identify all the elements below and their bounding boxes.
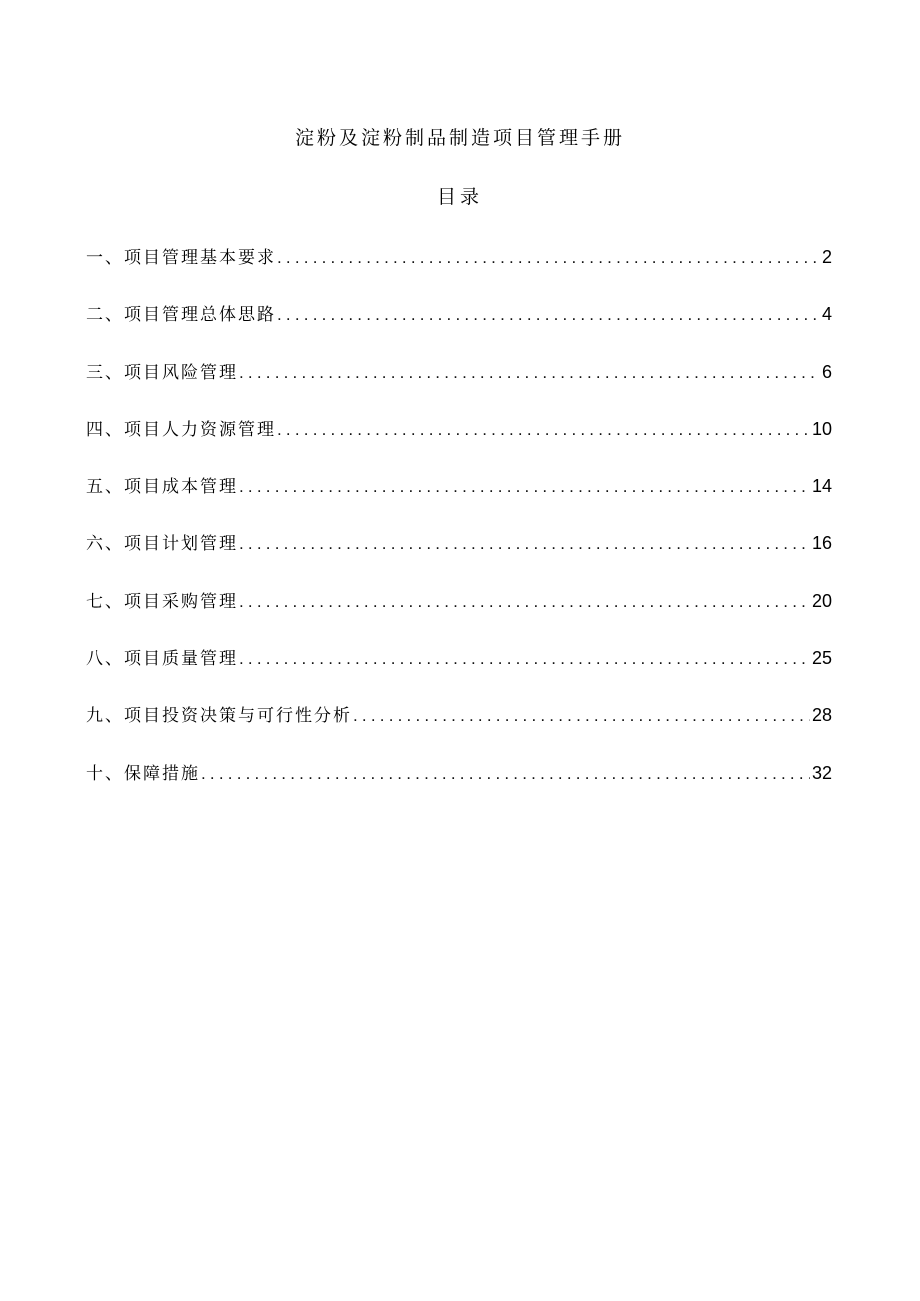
toc-entry-label: 一、项目管理基本要求 — [86, 248, 276, 268]
toc-dot-leader — [277, 244, 820, 272]
toc-dot-leader — [277, 301, 820, 329]
toc-dot-leader — [239, 473, 810, 501]
toc-entry-page: 32 — [811, 762, 832, 783]
toc-entry-page: 14 — [811, 476, 832, 497]
toc-entry-label: 六、项目计划管理 — [86, 534, 238, 555]
document-title: 淀粉及淀粉制品制造项目管理手册 — [294, 127, 625, 149]
toc-dot-leader — [353, 702, 810, 730]
toc-entry[interactable] — [86, 415, 832, 472]
toc-dot-leader — [239, 645, 810, 673]
toc-entry-label: 九、项目投资决策与可行性分析 — [86, 706, 352, 727]
toc-entry[interactable] — [86, 300, 832, 357]
toc-entry-label: 四、项目人力资源管理 — [86, 419, 276, 440]
toc-entry[interactable] — [86, 472, 832, 529]
toc-dot-leader — [239, 359, 820, 387]
toc-entry-label: 二、项目管理总体思路 — [86, 305, 276, 326]
toc-entry-label: 五、项目成本管理 — [86, 477, 238, 498]
toc-entry[interactable] — [86, 644, 832, 701]
toc-entry-page: 16 — [811, 533, 832, 554]
toc-dot-leader — [239, 530, 810, 558]
toc-dot-leader — [239, 588, 810, 616]
toc-entry-label: 三、项目风险管理 — [86, 362, 238, 383]
toc-entry-label: 十、保障措施 — [86, 763, 200, 784]
toc-entry[interactable] — [86, 759, 832, 816]
toc-entry-label: 八、项目质量管理 — [86, 649, 238, 670]
toc-entry-page: 25 — [811, 648, 832, 669]
toc-entry-page: 20 — [811, 590, 832, 611]
toc-entry-page: 4 — [821, 304, 832, 325]
toc-heading: 目录 — [436, 186, 483, 208]
toc-entry[interactable] — [86, 243, 832, 300]
table-of-contents — [86, 243, 832, 816]
toc-dot-leader — [201, 760, 810, 788]
toc-entry[interactable] — [86, 358, 832, 415]
toc-entry-page: 10 — [811, 418, 832, 439]
toc-dot-leader — [277, 416, 810, 444]
toc-entry[interactable] — [86, 701, 832, 758]
toc-entry-page: 28 — [811, 705, 832, 726]
toc-entry-label: 七、项目采购管理 — [86, 591, 238, 612]
toc-entry[interactable] — [86, 587, 832, 644]
toc-entry-page: 6 — [821, 361, 832, 382]
toc-entry-page: 2 — [821, 247, 832, 267]
toc-entry[interactable] — [86, 529, 832, 586]
